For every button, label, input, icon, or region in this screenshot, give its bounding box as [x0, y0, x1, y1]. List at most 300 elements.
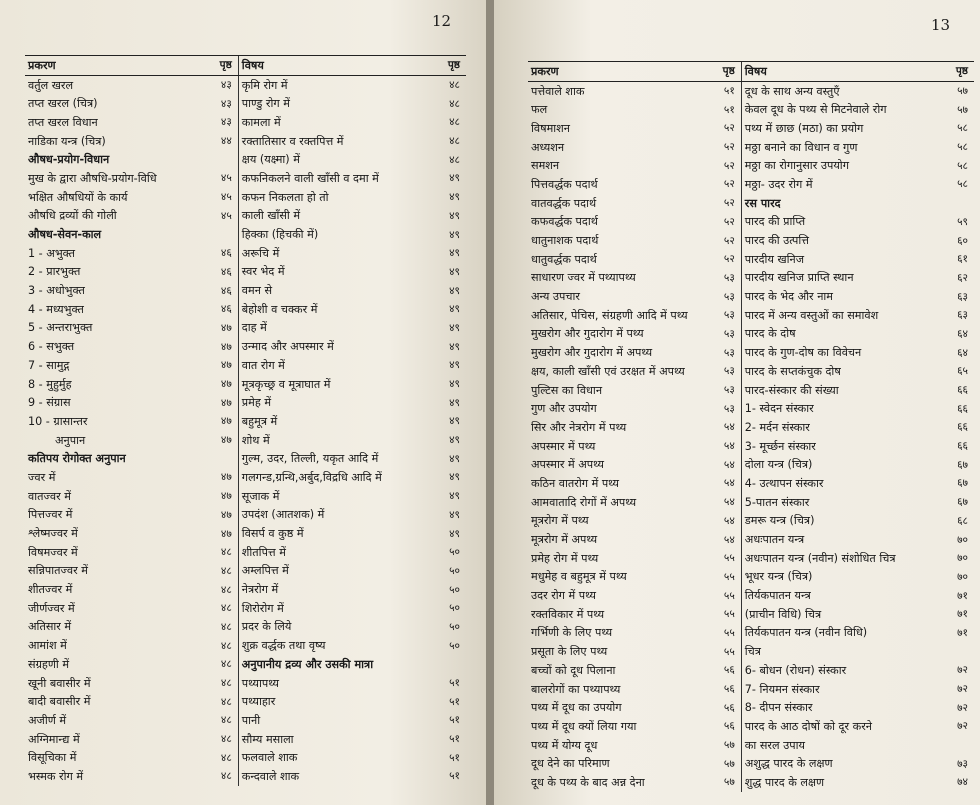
- section-title: ज्वर में: [28, 470, 56, 484]
- section-title: कठिन वातरोग में पथ्य: [531, 476, 619, 490]
- table-row: [528, 325, 974, 344]
- topic-title: पारदीय खनिज: [741, 250, 933, 269]
- table-row: [25, 225, 466, 244]
- table-row: [528, 717, 974, 736]
- section-page: ४७: [220, 527, 232, 540]
- section-title: कतिपय रोगोक्त अनुपान: [28, 452, 126, 466]
- section-page: ४७: [220, 359, 232, 372]
- section-page: ४८: [220, 546, 232, 559]
- table-row: [528, 754, 974, 773]
- section-title: भस्मक रोग में: [28, 769, 84, 783]
- section-page: ५२: [723, 159, 735, 172]
- section-page: ४७: [220, 415, 232, 428]
- topic-title: शोथ में: [238, 431, 421, 450]
- table-row: [528, 530, 974, 549]
- section-page: ५२: [723, 141, 735, 154]
- table-row: [528, 493, 974, 512]
- table-row: [528, 680, 974, 699]
- table-row: [528, 605, 974, 624]
- header-page: पृष्ठ: [421, 56, 466, 76]
- section-page: ५७: [723, 739, 735, 752]
- topic-title: पानी: [238, 711, 421, 730]
- section-title: शीतज्वर में: [28, 583, 73, 597]
- table-row: [528, 586, 974, 605]
- section-page: ४३: [220, 116, 232, 129]
- topic-page: ५८: [957, 159, 968, 172]
- topic-title: पथ्य में छाछ (मठा) का प्रयोग: [741, 119, 933, 138]
- table-row: [528, 194, 974, 213]
- topic-page: ४९: [449, 209, 460, 222]
- section-page: ५५: [723, 608, 735, 621]
- section-title: अध्यशन: [531, 140, 565, 154]
- section-title: अन्य उपचार: [531, 290, 580, 304]
- section-title: बालरोगों का पथ्यापथ्य: [531, 682, 621, 696]
- section-page: ५२: [723, 253, 735, 266]
- topic-page: ६४: [957, 346, 968, 359]
- section-title: अनुपान: [55, 433, 86, 447]
- section-title: पथ्य में दूध का उपयोग: [531, 701, 622, 715]
- section-page: ४८: [220, 695, 232, 708]
- section-page: [189, 150, 238, 169]
- topic-page: ६१: [957, 253, 968, 266]
- topic-page: ४९: [449, 340, 460, 353]
- topic-page: ४९: [449, 265, 460, 278]
- section-title: फल: [531, 103, 548, 117]
- topic-page: ५१: [449, 677, 460, 690]
- section-page: ५२: [723, 178, 735, 191]
- table-row: [528, 213, 974, 232]
- topic-title: कृमि रोग में: [238, 75, 421, 94]
- topic-title: अशुद्ध पारद के लक्षण: [741, 754, 933, 773]
- section-page: ४७: [220, 508, 232, 521]
- section-title: उदर रोग में पथ्य: [531, 589, 596, 603]
- topic-page: ७१: [957, 608, 968, 621]
- topic-title: सूजाक में: [238, 487, 421, 506]
- section-title: विषमाशन: [531, 121, 570, 135]
- topic-title: 6- बोधन (रोधन) संस्कार: [741, 661, 933, 680]
- topic-title: वात रोग में: [238, 356, 421, 375]
- section-page: ४८: [220, 583, 232, 596]
- topic-title: तिर्यकपातन यन्त्र: [741, 586, 933, 605]
- topic-page: ५१: [449, 733, 460, 746]
- page-number: 12: [432, 12, 452, 30]
- table-row: [25, 188, 466, 207]
- table-row: [528, 474, 974, 493]
- topic-page: ४९: [449, 247, 460, 260]
- topic-title: काली खाँसी में: [238, 207, 421, 226]
- topic-page: ५०: [449, 620, 460, 633]
- table-row: [528, 119, 974, 138]
- section-page: ४५: [220, 191, 232, 204]
- topic-title: स्वर भेद में: [238, 263, 421, 282]
- topic-title: पारद के दोष: [741, 325, 933, 344]
- table-row: [528, 231, 974, 250]
- topic-title: फलवाले शाक: [238, 748, 421, 767]
- section-title: भक्षित औषधियों के कार्य: [28, 190, 128, 204]
- topic-page: ६२: [957, 271, 968, 284]
- section-title: आमवातादि रोगों में अपथ्य: [531, 495, 637, 509]
- topic-page: ५१: [449, 770, 460, 783]
- section-title: 10 - ग्रासान्तर: [28, 414, 88, 428]
- table-row: [25, 412, 466, 431]
- section-page: ५४: [723, 496, 735, 509]
- section-page: ५३: [723, 271, 735, 284]
- section-page: ५३: [723, 384, 735, 397]
- section-page: ५१: [723, 103, 735, 116]
- section-title: आमांश में: [28, 639, 67, 653]
- section-page: ५३: [723, 346, 735, 359]
- table-row: [25, 524, 466, 543]
- contents-table: [25, 55, 466, 786]
- topic-page: ५०: [449, 583, 460, 596]
- section-title: वातवर्द्धक पदार्थ: [531, 196, 597, 210]
- section-title: मूत्ररोग में अपथ्य: [531, 533, 598, 547]
- section-page: ४७: [220, 340, 232, 353]
- section-title: खूनी बवासीर में: [28, 676, 91, 690]
- section-page: ५६: [723, 664, 735, 677]
- topic-page: ६६: [957, 421, 968, 434]
- topic-title: उपदंश (आतशक) में: [238, 506, 421, 525]
- topic-title: अनुपानीय द्रव्य और उसकी मात्रा: [238, 655, 421, 674]
- topic-page: ५७: [957, 85, 968, 98]
- table-row: [528, 624, 974, 643]
- table-row: [528, 773, 974, 792]
- table-row: [25, 263, 466, 282]
- topic-page: ६३: [957, 290, 968, 303]
- topic-page: ६६: [957, 384, 968, 397]
- topic-title: 8- दीपन संस्कार: [741, 698, 933, 717]
- section-page: ४८: [220, 658, 232, 671]
- topic-page: ४८: [449, 153, 460, 166]
- topic-page: ५१: [449, 695, 460, 708]
- section-title: मूत्ररोग में पथ्य: [531, 514, 589, 528]
- section-title: जीर्णज्वर में: [28, 601, 75, 615]
- section-page: ४५: [220, 209, 232, 222]
- table-row: [528, 362, 974, 381]
- topic-page: ७२: [957, 683, 968, 696]
- table-row: [528, 736, 974, 755]
- section-title: गर्भिणी के लिए पथ्य: [531, 626, 613, 640]
- topic-page: ४९: [449, 172, 460, 185]
- section-page: ४६: [220, 265, 232, 278]
- header-page: पृष्ठ: [933, 62, 974, 82]
- topic-page: ७०: [957, 533, 968, 546]
- table-row: [25, 692, 466, 711]
- section-title: अतिसार में: [28, 620, 72, 634]
- topic-page: ६४: [957, 327, 968, 340]
- topic-title: पारद में अन्य वस्तुओं का समावेश: [741, 306, 933, 325]
- table-row: [528, 642, 974, 661]
- section-page: ४६: [220, 303, 232, 316]
- table-row: [25, 431, 466, 450]
- table-row: [25, 113, 466, 132]
- topic-title: 5-पातन संस्कार: [741, 493, 933, 512]
- section-title: अजीर्ण में: [28, 713, 67, 727]
- section-page: ५२: [723, 197, 735, 210]
- topic-title: वमन से: [238, 281, 421, 300]
- section-page: ४७: [220, 471, 232, 484]
- table-row: [25, 636, 466, 655]
- topic-title: कफनिकलने वाली खाँसी व दमा में: [238, 169, 421, 188]
- section-page: ५३: [723, 327, 735, 340]
- table-row: [528, 138, 974, 157]
- topic-page: ५८: [957, 122, 968, 135]
- table-row: [25, 169, 466, 188]
- section-title: धातुनाशक पदार्थ: [531, 234, 599, 248]
- section-title: 5 - अन्तराभुक्त: [28, 321, 93, 335]
- topic-page: ४९: [449, 490, 460, 503]
- section-title: अग्निमान्द्य में: [28, 732, 80, 746]
- section-title: प्रमेह रोग में पथ्य: [531, 551, 599, 565]
- section-page: ५५: [723, 570, 735, 583]
- table-row: [25, 449, 466, 468]
- table-row: [25, 356, 466, 375]
- topic-page: ७३: [957, 757, 968, 770]
- topic-title: भूधर यन्त्र (चित्र): [741, 568, 933, 587]
- table-row: [528, 100, 974, 119]
- section-title: मुख के द्वारा औषधि-प्रयोग-विधि: [28, 171, 157, 185]
- topic-title: प्रमेह में: [238, 393, 421, 412]
- section-page: ५६: [723, 720, 735, 733]
- topic-title: पारद की प्राप्ति: [741, 213, 933, 232]
- topic-page: ६६: [957, 440, 968, 453]
- section-page: ४८: [220, 620, 232, 633]
- header-section: प्रकरण: [25, 56, 189, 76]
- table-row: [528, 81, 974, 100]
- topic-title: अरूचि में: [238, 244, 421, 263]
- topic-title: प्रदर के लिये: [238, 618, 421, 637]
- topic-page: ६६: [957, 402, 968, 415]
- topic-title: हिक्का (हिचकी में): [238, 225, 421, 244]
- table-row: [25, 487, 466, 506]
- section-title: 2 - प्रारभुक्त: [28, 265, 81, 279]
- table-row: [25, 506, 466, 525]
- topic-title: शिरोरोग में: [238, 599, 421, 618]
- topic-page: ५९: [957, 215, 968, 228]
- section-page: ४५: [220, 172, 232, 185]
- topic-title: केवल दूध के पथ्य से मिटनेवाले रोग: [741, 100, 933, 119]
- topic-title: 7- नियमन संस्कार: [741, 680, 933, 699]
- section-title: पत्तेवाले शाक: [531, 84, 585, 98]
- section-page: ४८: [220, 602, 232, 615]
- section-title: संग्रहणी में: [28, 657, 70, 671]
- topic-page: ७४: [957, 776, 968, 789]
- contents-table: [528, 61, 974, 792]
- section-page: ५७: [723, 757, 735, 770]
- section-page: ४६: [220, 247, 232, 260]
- topic-page: ४९: [449, 359, 460, 372]
- section-page: ४७: [220, 396, 232, 409]
- section-title: मुखरोग और गुदारोग में अपथ्य: [531, 346, 653, 360]
- right-page: [494, 0, 980, 805]
- section-title: गुण और उपयोग: [531, 402, 597, 416]
- topic-page: [933, 642, 974, 661]
- topic-title: शुद्ध पारद के लक्षण: [741, 773, 933, 792]
- table-row: [25, 375, 466, 394]
- table-row: [25, 543, 466, 562]
- topic-page: ७२: [957, 720, 968, 733]
- section-title: वातज्वर में: [28, 489, 71, 503]
- topic-title: 4- उत्थापन संस्कार: [741, 474, 933, 493]
- topic-title: कन्दवाले शाक: [238, 767, 421, 786]
- topic-page: [421, 655, 466, 674]
- topic-page: ६३: [957, 309, 968, 322]
- topic-title: पथ्यापथ्य: [238, 674, 421, 693]
- table-row: [25, 655, 466, 674]
- section-page: ४८: [220, 733, 232, 746]
- section-title: 9 - संग्रास: [28, 396, 71, 410]
- section-page: ५६: [723, 701, 735, 714]
- topic-page: ७१: [957, 626, 968, 639]
- section-title: 3 - अधोभुक्त: [28, 284, 85, 298]
- table-row: [25, 337, 466, 356]
- topic-page: ४८: [449, 97, 460, 110]
- topic-page: ५०: [449, 564, 460, 577]
- topic-page: ४९: [449, 396, 460, 409]
- topic-page: ६०: [957, 234, 968, 247]
- table-row: [25, 599, 466, 618]
- section-page: ५२: [723, 122, 735, 135]
- topic-title: 2- मर्दन संस्कार: [741, 418, 933, 437]
- topic-title: मठ्ठा का रोगानुसार उपयोग: [741, 156, 933, 175]
- table-row: [25, 207, 466, 226]
- table-row: [25, 580, 466, 599]
- topic-page: ४९: [449, 452, 460, 465]
- table-row: [25, 730, 466, 749]
- topic-title: नेत्ररोग में: [238, 580, 421, 599]
- section-page: ५६: [723, 683, 735, 696]
- topic-page: ४९: [449, 284, 460, 297]
- section-title: मुखरोग और गुदारोग में पथ्य: [531, 327, 644, 341]
- topic-page: ४९: [449, 527, 460, 540]
- topic-title: क्षय (यक्ष्मा) में: [238, 150, 421, 169]
- section-page: ५४: [723, 421, 735, 434]
- page-number: 13: [931, 16, 951, 34]
- table-row: [528, 549, 974, 568]
- section-page: ५४: [723, 514, 735, 527]
- topic-title: उन्माद और अपस्मार में: [238, 337, 421, 356]
- section-title: सिर और नेत्ररोग में पथ्य: [531, 420, 627, 434]
- table-row: [25, 319, 466, 338]
- section-page: ५४: [723, 477, 735, 490]
- table-row: [528, 343, 974, 362]
- section-page: ४७: [220, 490, 232, 503]
- table-row: [25, 711, 466, 730]
- section-title: साधारण ज्वर में पथ्यापथ्य: [531, 271, 636, 285]
- topic-title: गुल्म, उदर, तिल्ली, यकृत आदि में: [238, 449, 421, 468]
- table-row: [25, 281, 466, 300]
- section-title: क्षय, काली खाँसी एवं उरक्षत में अपथ्य: [531, 364, 685, 378]
- topic-title: पारद के भेद और नाम: [741, 287, 933, 306]
- section-page: ४६: [220, 284, 232, 297]
- section-title: 6 - सभुक्त: [28, 340, 75, 354]
- section-page: ४७: [220, 434, 232, 447]
- section-page: ४८: [220, 677, 232, 690]
- topic-page: ४८: [449, 79, 460, 92]
- section-title: पित्तज्वर में: [28, 508, 73, 522]
- section-page: ४८: [220, 770, 232, 783]
- topic-page: ४९: [449, 415, 460, 428]
- section-page: ४३: [220, 79, 232, 92]
- topic-title: (प्राचीन विधि) चित्र: [741, 605, 933, 624]
- topic-page: ४९: [449, 471, 460, 484]
- header-page: पृष्ठ: [696, 62, 741, 82]
- section-page: ५५: [723, 589, 735, 602]
- topic-page: ७१: [957, 589, 968, 602]
- left-page: [0, 0, 486, 805]
- table-row: [25, 300, 466, 319]
- table-row: [528, 698, 974, 717]
- topic-page: ६७: [957, 477, 968, 490]
- table-row: [25, 150, 466, 169]
- table-row: [528, 455, 974, 474]
- topic-title: दूध के साथ अन्य वस्तुएँ: [741, 81, 933, 100]
- topic-title: बेहोशी व चक्कर में: [238, 300, 421, 319]
- topic-page: ५८: [957, 178, 968, 191]
- section-title: 8 - मुहुर्मुह: [28, 377, 72, 391]
- table-header: [25, 56, 466, 76]
- topic-title: कफन निकलता हो तो: [238, 188, 421, 207]
- topic-title: पारदीय खनिज प्राप्ति स्थान: [741, 269, 933, 288]
- table-row: [528, 250, 974, 269]
- section-title: तप्त खरल (चित्र): [28, 97, 98, 111]
- topic-page: ५०: [449, 602, 460, 615]
- section-page: ४३: [220, 97, 232, 110]
- topic-title: रक्तातिसार व रक्तपित्त में: [238, 132, 421, 151]
- topic-page: ६५: [957, 365, 968, 378]
- section-title: औषध-सेवन-काल: [28, 228, 102, 242]
- topic-title: पारद के आठ दोषों को दूर करने: [741, 717, 933, 736]
- topic-page: ४९: [449, 434, 460, 447]
- section-title: बच्चों को दूध पिलाना: [531, 663, 616, 677]
- section-title: श्लेष्मज्वर में: [28, 527, 78, 541]
- topic-title: मूत्रकृच्छ्र व मूत्राघात में: [238, 375, 421, 394]
- topic-title: डमरू यन्त्र (चित्र): [741, 512, 933, 531]
- topic-title: दाह में: [238, 319, 421, 338]
- section-page: ४७: [220, 378, 232, 391]
- table-row: [25, 674, 466, 693]
- topic-title: का सरल उपाय: [741, 736, 933, 755]
- topic-title: गलगन्ड,ग्रन्थि,अर्बुद,विद्रधि आदि में: [238, 468, 421, 487]
- table-row: [25, 748, 466, 767]
- topic-page: [933, 194, 974, 213]
- section-page: ५३: [723, 309, 735, 322]
- section-page: ५४: [723, 533, 735, 546]
- section-page: ५५: [723, 552, 735, 565]
- topic-title: शुक्र वर्द्धक तथा वृष्य: [238, 636, 421, 655]
- topic-title: पथ्याहार: [238, 692, 421, 711]
- table-row: [528, 661, 974, 680]
- topic-title: सौम्य मसाला: [238, 730, 421, 749]
- section-title: पुल्टिस का विधान: [531, 383, 603, 397]
- topic-page: ५१: [449, 751, 460, 764]
- section-title: धातुवर्द्धक पदार्थ: [531, 252, 597, 266]
- topic-title: अधःपातन यन्त्र: [741, 530, 933, 549]
- section-title: समशन: [531, 159, 560, 173]
- topic-title: 1- स्वेदन संस्कार: [741, 399, 933, 418]
- section-title: औषधि द्रव्यों की गोली: [28, 209, 117, 223]
- table-row: [25, 468, 466, 487]
- section-title: मधुमेह व बहुमूत्र में पथ्य: [531, 570, 627, 584]
- section-title: वर्तुल खरल: [28, 78, 74, 92]
- topic-title: मठ्ठा- उदर रोग में: [741, 175, 933, 194]
- section-title: रक्तविकार में पथ्य: [531, 607, 605, 621]
- topic-page: ४९: [449, 228, 460, 241]
- book-gutter: [486, 0, 494, 805]
- section-title: दूध के पथ्य के बाद अन्न देना: [531, 775, 645, 789]
- table-row: [528, 437, 974, 456]
- section-page: ४७: [220, 321, 232, 334]
